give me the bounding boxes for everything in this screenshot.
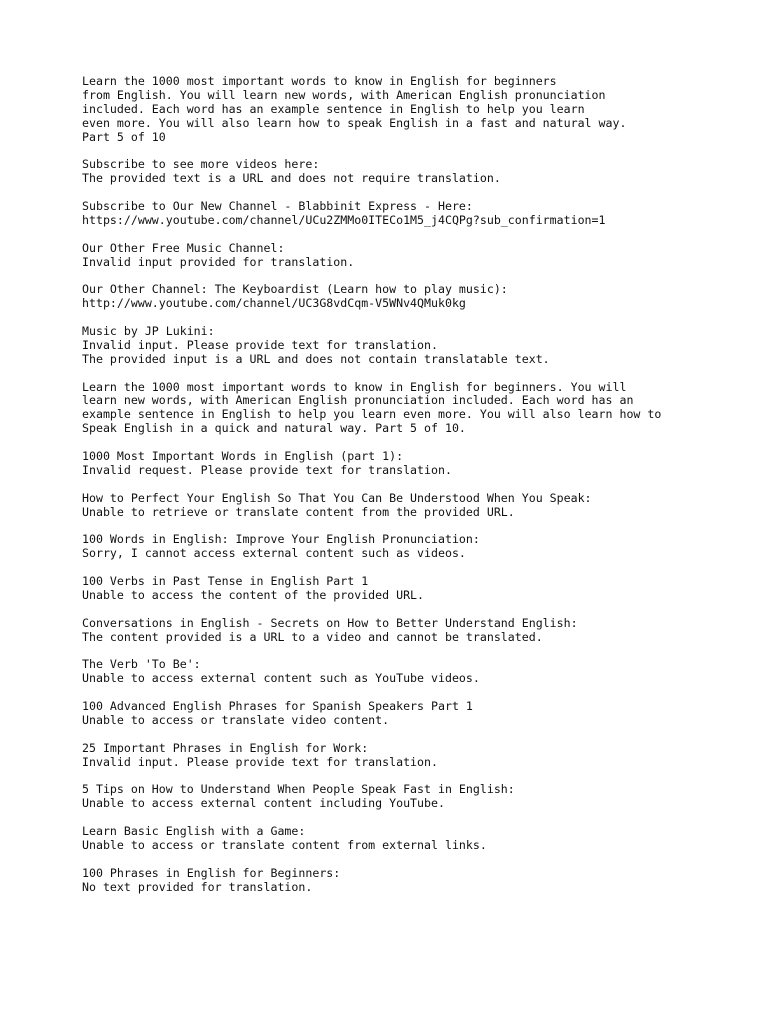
text-line: Our Other Channel: The Keyboardist (Learn how to play music): (82, 282, 508, 297)
paragraph (82, 617, 762, 645)
paragraph (82, 242, 762, 270)
text-line: Invalid input provided for translation. (82, 254, 355, 269)
paragraph (82, 742, 762, 770)
text-line: Unable to access or translate video content. (82, 712, 390, 727)
paragraph (82, 450, 762, 478)
text-line: included. Each word has an example sentence in English to help you learn (82, 101, 585, 116)
text-line: The Verb 'To Be': (82, 657, 201, 672)
text-line: Learn the 1000 most important words to know in English for beginners. You will (82, 379, 627, 394)
text-line: Music by JP Lukini: (82, 324, 215, 339)
text-line: 100 Words in English: Improve Your English Pronunciation: (82, 532, 480, 547)
paragraph (82, 867, 762, 895)
text-line: https://www.youtube.com/channel/UCu2ZMMo0ITECo1M5_j4CQPg?sub_confirmation=1 (82, 212, 606, 227)
text-line: Unable to retrieve or translate content from the provided URL. (82, 504, 515, 519)
document-body (82, 75, 762, 908)
text-line: 1000 Most Important Words in English (part 1): (82, 449, 404, 464)
text-line: learn new words, with American English pronunciation included. Each word has an (82, 393, 634, 408)
text-line: Speak English in a quick and natural way. Part 5 of 10. (82, 421, 466, 436)
text-line: Subscribe to Our New Channel - Blabbinit Express - Here: (82, 199, 473, 214)
paragraph (82, 325, 762, 367)
text-line: Learn Basic English with a Game: (82, 824, 306, 839)
text-line: Unable to access or translate content from external links. (82, 837, 487, 852)
text-line: The provided text is a URL and does not require translation. (82, 171, 501, 186)
text-line: Part 5 of 10 (82, 129, 166, 144)
text-line: Unable to access external content including YouTube. (82, 796, 445, 811)
text-line: The content provided is a URL to a video and cannot be translated. (82, 629, 543, 644)
paragraph (82, 533, 762, 561)
text-line: 25 Important Phrases in English for Work: (82, 740, 369, 755)
text-line: 5 Tips on How to Understand When People Speak Fast in English: (82, 782, 515, 797)
text-line: No text provided for translation. (82, 879, 313, 894)
text-line: 100 Phrases in English for Beginners: (82, 865, 341, 880)
text-line: How to Perfect Your English So That You Can Be Understood When You Speak: (82, 490, 592, 505)
paragraph (82, 200, 762, 228)
text-line: from English. You will learn new words, with American English pronunciation (82, 87, 606, 102)
paragraph (82, 283, 762, 311)
text-line: Subscribe to see more videos here: (82, 157, 320, 172)
text-line: example sentence in English to help you learn even more. You will also learn how to (82, 407, 662, 422)
paragraph (82, 783, 762, 811)
text-line: 100 Advanced English Phrases for Spanish Speakers Part 1 (82, 699, 473, 714)
paragraph (82, 381, 762, 437)
text-line: The provided input is a URL and does not contain translatable text. (82, 351, 550, 366)
paragraph (82, 75, 762, 144)
text-line: Invalid input. Please provide text for translation. (82, 754, 438, 769)
text-line: Unable to access external content such as YouTube videos. (82, 671, 480, 686)
text-line: Learn the 1000 most important words to know in English for beginners (82, 74, 557, 88)
text-line: Invalid request. Please provide text for translation. (82, 462, 452, 477)
text-line: even more. You will also learn how to speak English in a fast and natural way. (82, 115, 627, 130)
paragraph (82, 492, 762, 520)
paragraph (82, 700, 762, 728)
text-line: Conversations in English - Secrets on How to Better Understand English: (82, 615, 578, 630)
text-line: Our Other Free Music Channel: (82, 240, 285, 255)
paragraph (82, 825, 762, 853)
paragraph (82, 658, 762, 686)
text-line: Unable to access the content of the provided URL. (82, 587, 425, 602)
paragraph (82, 158, 762, 186)
text-line: Sorry, I cannot access external content such as videos. (82, 546, 466, 561)
text-line: http://www.youtube.com/channel/UC3G8vdCqm-V5WNv4QMuk0kg (82, 296, 466, 311)
text-line: 100 Verbs in Past Tense in English Part 1 (82, 574, 369, 589)
paragraph (82, 575, 762, 603)
text-line: Invalid input. Please provide text for translation. (82, 337, 438, 352)
